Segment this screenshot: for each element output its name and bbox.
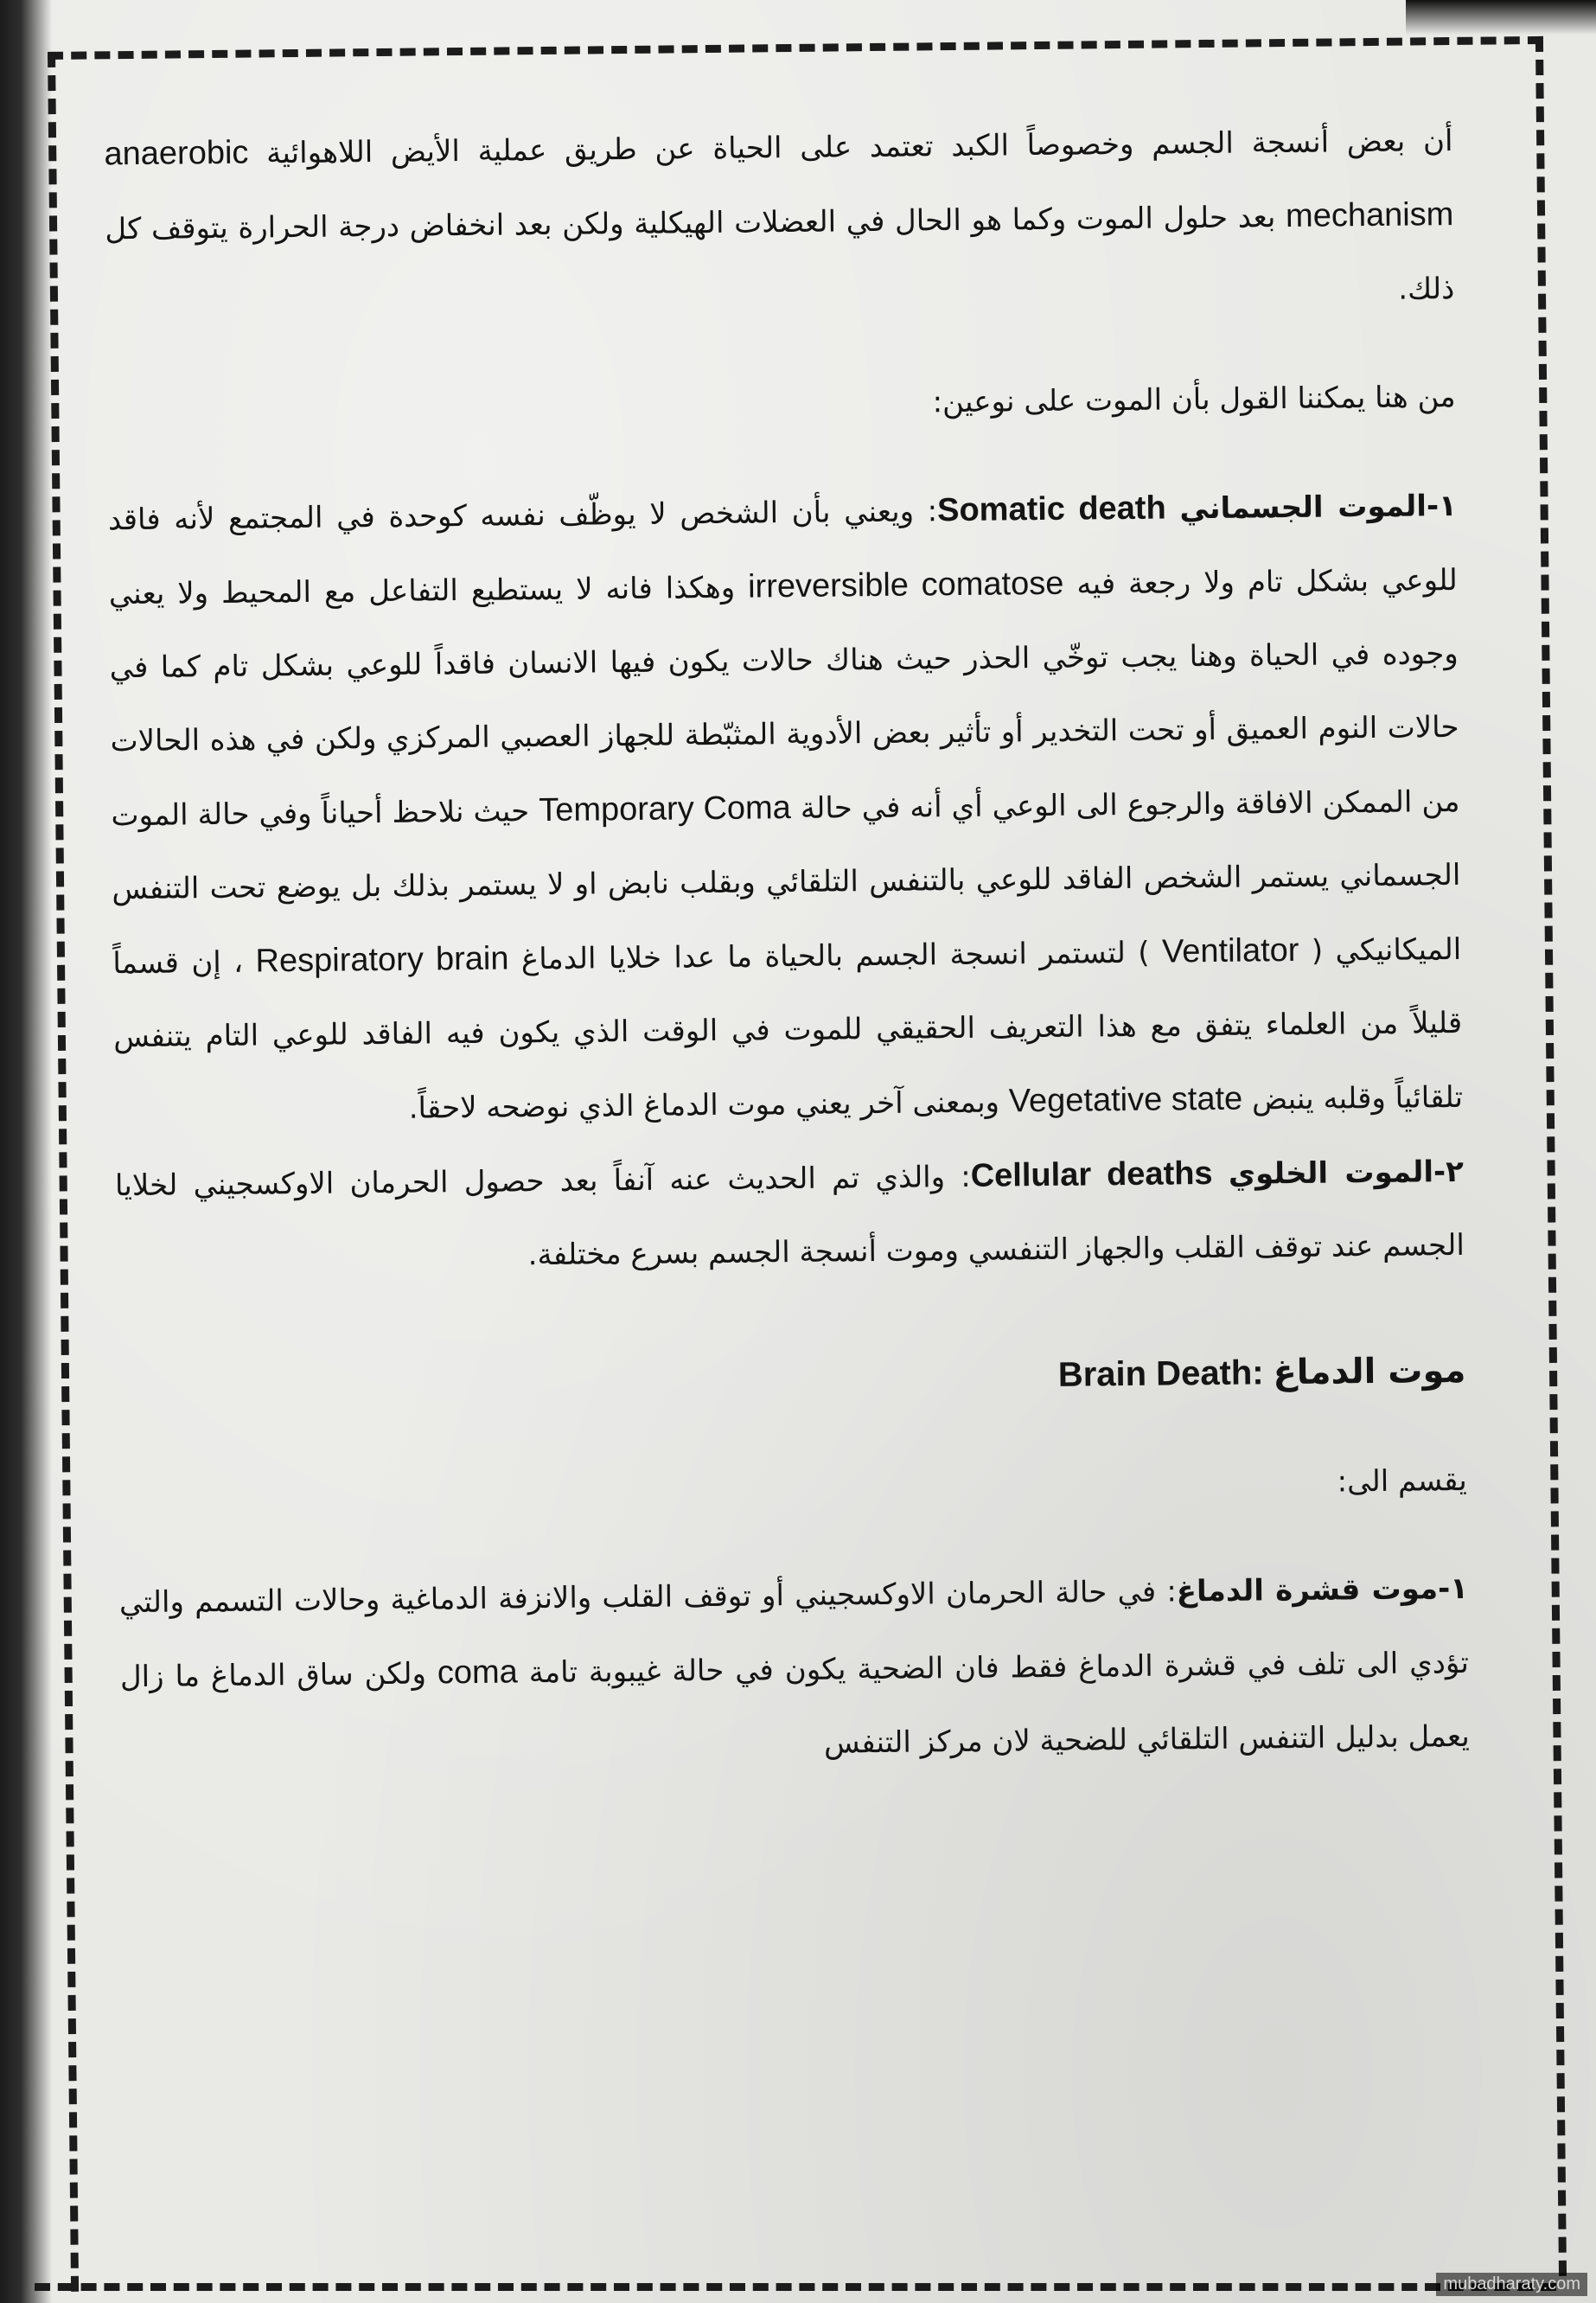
somatic-title-en: Somatic death (936, 489, 1166, 529)
section-cellular-death: ٢-الموت الخلوي Cellular deaths: والذي تم الحديث عنه آنفاً بعد حصول الحرمان الاوكسجيني لخلايا الجسم عند توقف القلب والجهاز التنفسي وموت أنسجة الجسم بسرع مختلفة. (114, 1154, 1465, 1273)
term-coma: coma (437, 1654, 518, 1692)
site-watermark: mubadharaty.com (1436, 2273, 1587, 2296)
cellular-title-ar: الموت الخلوي (1228, 1155, 1434, 1192)
brain-death-heading-en: Brain Death: (1057, 1353, 1264, 1394)
section-cortex-death: ١-موت قشرة الدماغ: في حالة الحرمان الاوكسجيني أو توقف القلب والانزفة الدماغية وحالات التسمم والتي تؤدي الى تلف في قشرة الدماغ فقط فان الضحية يكون في حالة غيبوبة تامة coma ولكن ساق الدماغ ما زال يعمل بدليل التنفس التلقائي للضحية لان مركز التنفس (118, 1571, 1470, 1761)
scan-shadow-left (0, 0, 52, 2303)
cortex-number: ١- (1437, 1571, 1469, 1607)
section-somatic-death: ١-الموت الجسماني Somatic death: ويعني بأن الشخص لا يوظّف نفسه كوحدة في المجتمع لأنه فاقد للوعي بشكل تام ولا رجعة فيه irreversible comatose وهكذا فانه لا يستطيع التفاعل مع المحيط ولا يعني وجوده في الحياة وهنا يجب توخّي الحذر حيث هناك حالات يكون فيها الانسان فاقداً للوعي بشكل تام كما في حالات النوم العميق أو تحت التخدير أو تأثير بعض الأدوية المثبّطة للجهاز العصبي المركزي ولكن في هذه الحالات من الممكن الافاقة والرجوع الى الوعي أي أنه في حالة Temporary Coma حيث نلاحظ أحياناً وفي حالة الموت الجسماني يستمر الشخص الفاقد للوعي بالتنفس التلقائي وبقلب نابض او لا يستمر بذلك بل يوضع تحت التنفس الميكانيكي ( Ventilator ) لتستمر انسجة الجسم بالحياة ما عدا خلايا الدماغ Respiratory brain ، إن قسماً قليلاً من العلماء يتفق مع هذا التعريف الحقيقي للموت في الوقت الذي يكون فيه الفاقد للوعي التام يتنفس تلقائياً وقلبه ينبض Vegetative state وبمعنى آخر يعني موت الدماغ الذي نوضحه لاحقاً. (107, 488, 1464, 1126)
scan-shadow-top (1406, 0, 1596, 35)
cortex-title: موت قشرة الدماغ (1176, 1571, 1439, 1609)
heading-brain-death (117, 1334, 1466, 1423)
somatic-number: ١- (1426, 488, 1458, 524)
term-temporary-coma: Temporary Coma (538, 790, 792, 829)
cellular-title-en: Cellular deaths (970, 1155, 1213, 1194)
term-irreversible-comatose: irreversible comatose (747, 565, 1064, 605)
document-body (104, 104, 1470, 1788)
paragraph-intro: أن بعض أنسجة الجسم وخصوصاً الكبد تعتمد على الحياة عن طريق عملية الأيض اللاهوائية anaerobic mechanism بعد حلول الموت وكما هو الحال في العضلات الهيكلية ولكن بعد انخفاض درجة الحرارة يتوقف كل ذلك. (104, 123, 1455, 307)
dashed-border-bottom (35, 2283, 1556, 2291)
brain-death-divided: يقسم الى: (1337, 1462, 1467, 1500)
term-respiratory-brain: Respiratory brain (255, 940, 509, 980)
term-anaerobic: anaerobic mechanism (104, 134, 1454, 235)
cellular-number: ٢- (1433, 1154, 1465, 1190)
brain-death-heading-ar: موت الدماغ (1273, 1350, 1466, 1393)
somatic-title-ar: الموت الجسماني (1179, 489, 1427, 527)
term-ventilator: Ventilator (1161, 931, 1299, 970)
paragraph-types: من هنا يمكننا القول بأن الموت على نوعين: (932, 379, 1456, 420)
term-vegetative-state: Vegetative state (1008, 1080, 1243, 1120)
